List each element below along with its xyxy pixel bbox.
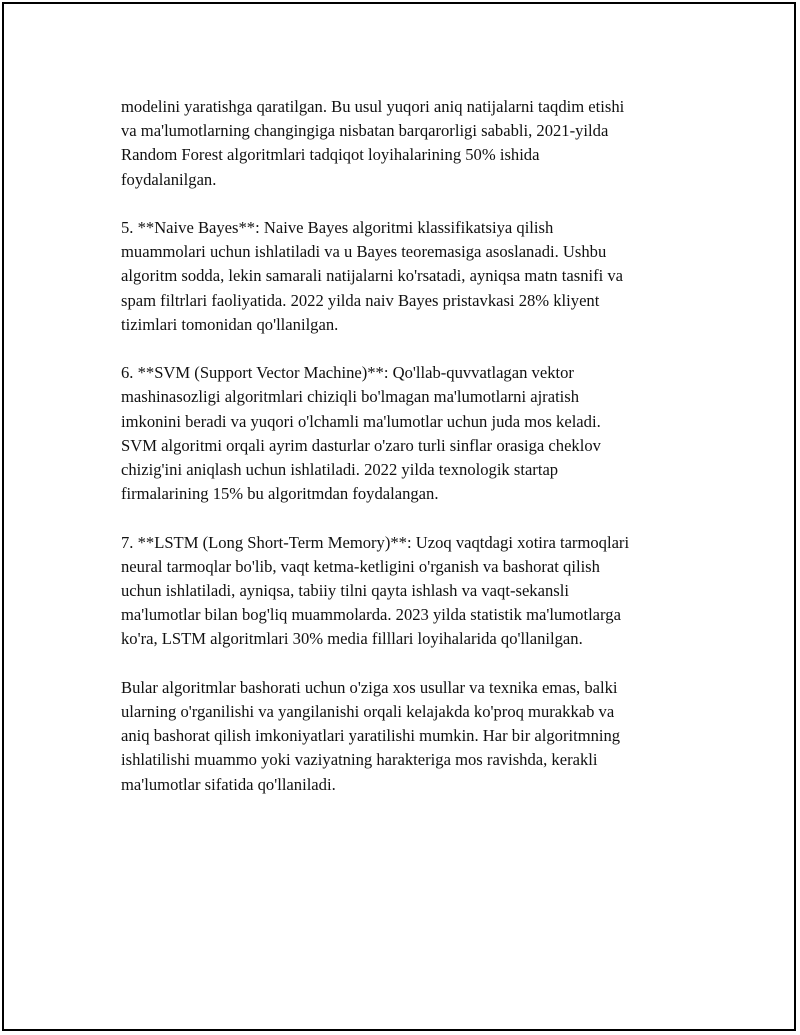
text-line: muammolari uchun ishlatiladi va u Bayes teoremasiga asoslanadi. Ushbu [121, 242, 607, 262]
text-line: ko'ra, LSTM algoritmlari 30% media filllari loyihalarida qo'llanilgan. [121, 629, 583, 649]
text-line: chizig'ini aniqlash uchun ishlatiladi. 2022 yilda texnologik startap [121, 460, 559, 480]
paragraph-naive-bayes [121, 216, 701, 337]
paragraph-random-forest-continued [121, 95, 701, 192]
text-line: uchun ishlatiladi, ayniqsa, tabiiy tilni qayta ishlash va vaqt-sekansli [121, 581, 569, 601]
text-line: ma'lumotlar bilan bog'liq muammolarda. 2023 yilda statistik ma'lumotlarga [121, 605, 621, 625]
text-line: va ma'lumotlarning changingiga nisbatan barqarorligi sababli, 2021-yilda [121, 121, 609, 141]
text-line: firmalarining 15% bu algoritmdan foydalangan. [121, 484, 439, 504]
text-line: SVM algoritmi orqali ayrim dasturlar o'zaro turli sinflar orasiga cheklov [121, 435, 601, 455]
text-line: mashinasozligi algoritmlari chiziqli bo'lmagan ma'lumotlarni ajratish [121, 387, 580, 407]
text-line: neural tarmoqlar bo'lib, vaqt ketma-ketligini o'rganish va bashorat qilish [121, 556, 600, 576]
text-line: algoritm sodda, lekin samarali natijalarni ko'rsatadi, ayniqsa matn tasnifi va [121, 266, 624, 286]
text-line: Bular algoritmlar bashorati uchun o'ziga xos usullar va texnika emas, balki [121, 677, 618, 697]
text-line: 6. **SVM (Support Vector Machine)**: Qo'llab-quvvatlagan vektor [121, 363, 574, 383]
text-line: ularning o'rganilishi va yangilanishi orqali kelajakda ko'proq murakkab va [121, 702, 615, 722]
paragraph-svm [121, 361, 701, 506]
text-line: ma'lumotlar sifatida qo'llaniladi. [121, 774, 336, 794]
text-line: ishlatilishi muammo yoki vaziyatning harakteriga mos ravishda, kerakli [121, 750, 598, 770]
text-line: 7. **LSTM (Long Short-Term Memory)**: Uzoq vaqtdagi xotira tarmoqlari [121, 532, 630, 552]
text-line: 5. **Naive Bayes**: Naive Bayes algoritmi klassifikatsiya qilish [121, 218, 554, 237]
text-line: foydalanilgan. [121, 169, 217, 189]
text-line: aniq bashorat qilish imkoniyatlari yaratilishi mumkin. Har bir algoritmning [121, 726, 621, 746]
text-line: Random Forest algoritmlari tadqiqot loyihalarining 50% ishida [121, 145, 540, 165]
document-page [2, 2, 796, 1031]
paragraph-conclusion [121, 676, 701, 797]
text-line: spam filtrlari faoliyatida. 2022 yilda naiv Bayes pristavkasi 28% kliyent [121, 290, 600, 310]
text-line: imkonini beradi va yuqori o'lchamli ma'lumotlar uchun juda mos keladi. [121, 411, 601, 431]
document-body [121, 95, 701, 821]
paragraph-lstm [121, 531, 701, 652]
text-line: tizimlari tomonidan qo'llanilgan. [121, 314, 339, 334]
text-line: modelini yaratishga qaratilgan. Bu usul yuqori aniq natijalarni taqdim etishi [121, 97, 625, 116]
